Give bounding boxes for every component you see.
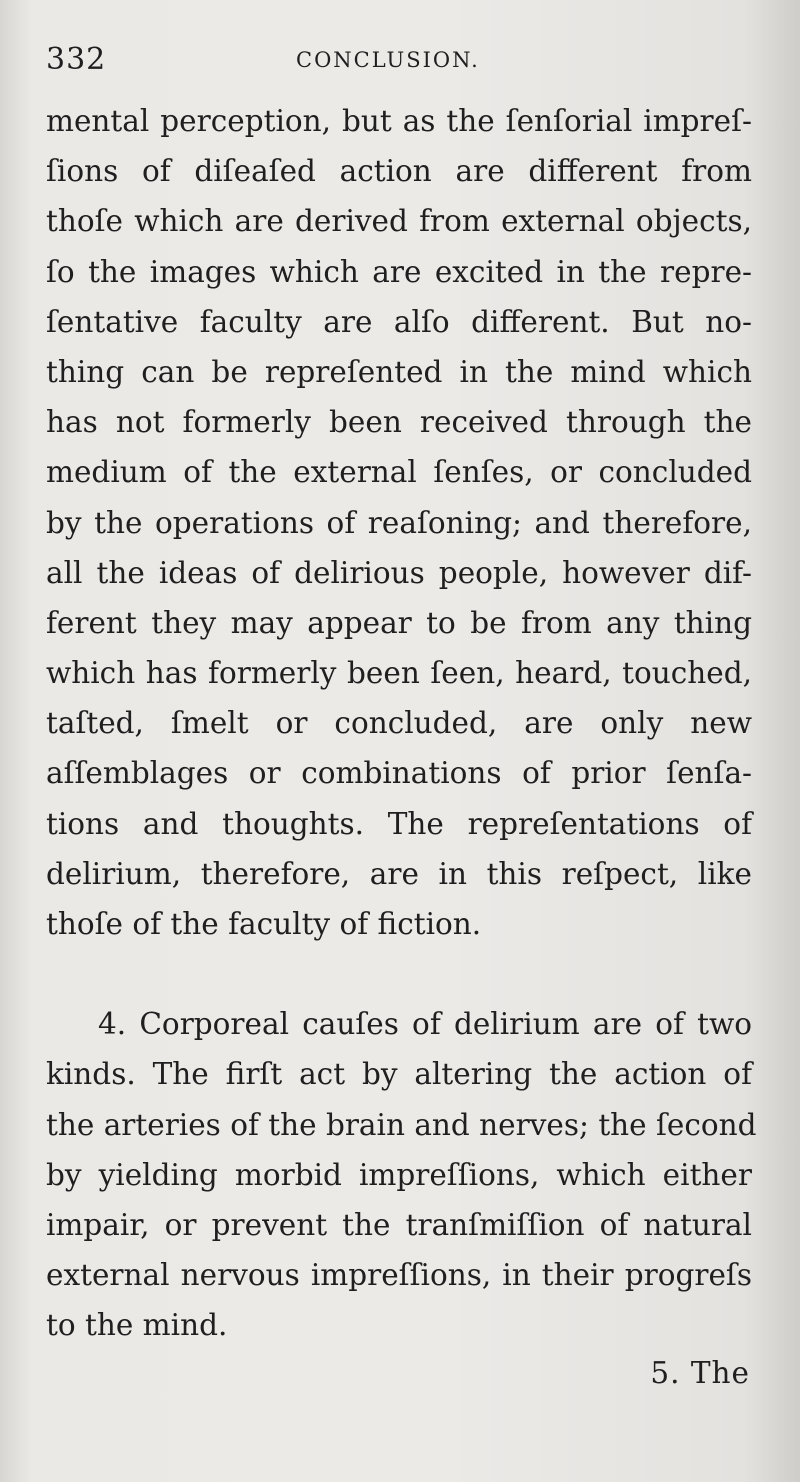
text-line: external nervous impreſſions, in their progreſs (46, 1258, 752, 1293)
text-line: to the mind. (46, 1308, 228, 1343)
text-line: has not formerly been received through the (46, 405, 752, 440)
text-line: ferent they may appear to be from any thing (46, 605, 752, 640)
text-line: aſſemblages or combinations of prior ſenſa- (46, 756, 752, 791)
text-line: ſo the images which are excited in the repre- (46, 254, 752, 289)
text-line: impair, or prevent the tranſmiſſion of natural (46, 1207, 752, 1242)
text-line: by yielding morbid impreſſions, which either (46, 1157, 752, 1192)
text-line: 4. Corporeal cauſes of delirium are of two (98, 1007, 752, 1042)
text-line: tions and thoughts. The repreſentations of (46, 806, 752, 841)
page-header (46, 38, 752, 82)
text-line: medium of the external ſenſes, or concluded (46, 455, 752, 490)
text-line: ſions of diſeaſed action are different from (46, 154, 752, 189)
text-line: which has formerly been ſeen, heard, touched, (46, 656, 752, 691)
text-line: ſentative faculty are alſo different. But no- (46, 304, 752, 339)
running-head: CONCLUSION. (296, 48, 480, 72)
paragraph-two (46, 999, 757, 1350)
paragraph-one (46, 96, 752, 949)
text-line: taſted, ſmelt or concluded, are only new (46, 706, 752, 741)
text-line: thoſe of the faculty of fiction. (46, 907, 482, 941)
text-line: by the operations of reaſoning; and therefore, (46, 505, 752, 540)
text-line: the arteries of the brain and nerves; the ſecond (46, 1107, 757, 1142)
text-line: thing can be repreſented in the mind which (46, 354, 752, 389)
catchword: 5. The (650, 1356, 750, 1390)
body-text (46, 96, 757, 1351)
text-line: all the ideas of delirious people, however dif- (46, 555, 752, 590)
text-line: mental perception, but as the ſenſorial impreſ- (46, 104, 752, 138)
paragraph-gap (46, 949, 752, 999)
text-line: delirium, therefore, are in this reſpect, like (46, 856, 752, 891)
text-line: kinds. The firſt act by altering the action of (46, 1057, 752, 1092)
page-number: 332 (46, 42, 107, 77)
text-line: thoſe which are derived from external objects, (46, 204, 752, 239)
